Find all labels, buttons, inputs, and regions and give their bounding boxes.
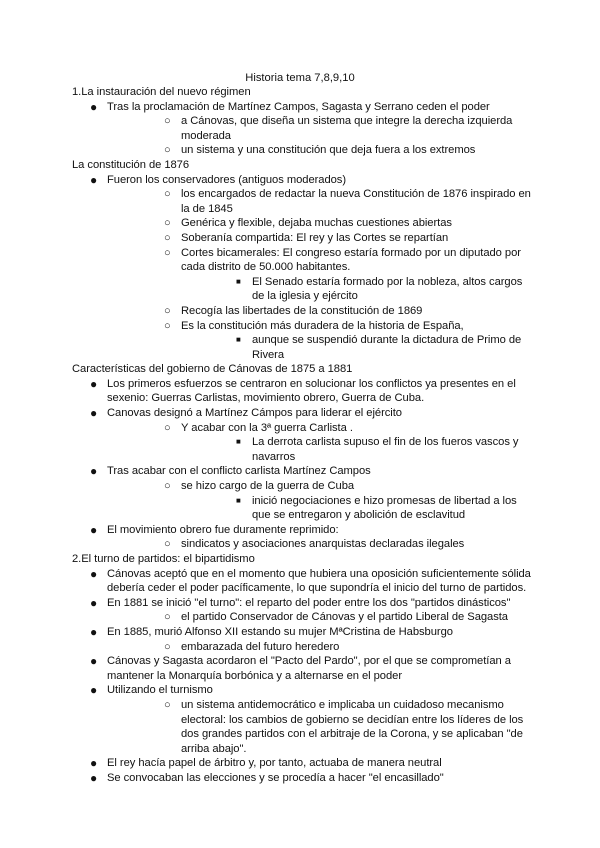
bullet-text: La derrota carlista supuso el fin de los fueros vascos y navarros (252, 436, 519, 463)
bullet-text: Recogía las libertades de la constitución de 1869 (181, 304, 423, 317)
bullet-text: a Cánovas, que diseña un sistema que integre la derecha izquierda moderada (181, 115, 513, 142)
bullet-list-level-1 (72, 173, 534, 363)
hollow-circle-bullet-icon: ○ (164, 188, 171, 201)
sub-bullet-item (143, 319, 534, 363)
sub-bullet-item (143, 421, 534, 465)
bullet-item (72, 756, 534, 771)
bullet-text: embarazada del futuro heredero (181, 640, 340, 653)
bullet-text: Tras acabar con el conflicto carlista Martínez Campos (107, 465, 371, 478)
bullet-text: sindicatos y asociaciones anarquistas declaradas ilegales (181, 538, 465, 551)
filled-circle-bullet-icon: ● (90, 99, 98, 114)
square-bullet-icon: ■ (236, 276, 241, 286)
bullet-list-level-1 (72, 377, 534, 552)
sub-bullet-item (143, 640, 534, 655)
document-title: Historia tema 7,8,9,10 (245, 72, 355, 84)
hollow-circle-bullet-icon: ○ (164, 115, 171, 128)
bullet-text: Cánovas y Sagasta acordaron el "Pacto del Pardo", por el que se comprometían a mantener la Monarquía borbónica y a alternarse en el poder (107, 655, 511, 682)
bullet-text: un sistema y una constitución que deja fuera a los extremos (181, 144, 476, 157)
hollow-circle-bullet-icon: ○ (164, 640, 171, 653)
bullet-list-level-2 (143, 421, 534, 465)
hollow-circle-bullet-icon: ○ (164, 698, 171, 711)
sub-bullet-item (143, 216, 534, 231)
bullet-text: Cánovas aceptó que en el momento que hubiera una oposición suficientemente sólida debería ceder el poder pacíficamente, lo que supondría el inicio del turno de partidos. (107, 567, 531, 595)
bullet-text: los encargados de redactar la nueva Constitución de 1876 inspirado en la de 1845 (181, 188, 531, 215)
bullet-text: En 1885, murió Alfonso XII estando su mujer MªCristina de Habsburgo (107, 625, 453, 638)
hollow-circle-bullet-icon: ○ (164, 217, 171, 230)
bullet-list-level-3 (217, 275, 534, 304)
bullet-text: El rey hacía papel de árbitro y, por tanto, actuaba de manera neutral (107, 757, 442, 770)
bullet-item (72, 100, 534, 158)
document-body (72, 85, 534, 786)
hollow-circle-bullet-icon: ○ (164, 480, 171, 493)
bullet-text: Es la constitución más duradera de la historia de España, (181, 319, 464, 332)
bullet-list-level-1 (72, 100, 534, 158)
filled-circle-bullet-icon: ● (90, 172, 98, 187)
sub-bullet-item (143, 304, 534, 319)
sub-bullet-item (143, 187, 534, 216)
sub-bullet-item (143, 114, 534, 143)
bullet-item (72, 654, 534, 683)
sub-sub-bullet-item (217, 435, 534, 464)
bullet-list-level-2 (143, 698, 534, 756)
sub-sub-bullet-item (217, 275, 534, 304)
bullet-text: Los primeros esfuerzos se centraron en solucionar los conflictos ya presentes en el sexenio: Guerras Carlistas, movimiento obrero, Guerra de Cuba. (107, 377, 516, 405)
square-bullet-icon: ■ (236, 495, 241, 505)
filled-circle-bullet-icon: ● (90, 376, 98, 391)
bullet-item (72, 377, 534, 406)
bullet-text: Soberanía compartida: El rey y las Cortes se repartían (181, 231, 449, 244)
filled-circle-bullet-icon: ● (90, 756, 98, 771)
hollow-circle-bullet-icon: ○ (164, 246, 171, 259)
bullet-list-level-2 (143, 640, 534, 655)
hollow-circle-bullet-icon: ○ (164, 304, 171, 317)
bullet-text: En 1881 se inició "el turno": el reparto del poder entre los dos "partidos dinásticos" (107, 596, 511, 609)
bullet-text: inició negociaciones e hizo promesas de libertad a los que se entregaron y abolición de esclavitud (252, 494, 517, 522)
square-bullet-icon: ■ (236, 437, 241, 447)
square-bullet-icon: ■ (236, 335, 241, 345)
bullet-item (72, 625, 534, 654)
bullet-text: el partido Conservador de Cánovas y el partido Liberal de Sagasta (181, 611, 508, 624)
filled-circle-bullet-icon: ● (90, 624, 98, 639)
bullet-list-level-2 (143, 537, 534, 552)
bullet-item (72, 464, 534, 522)
bullet-list-level-2 (143, 114, 534, 158)
bullet-item (72, 523, 534, 552)
hollow-circle-bullet-icon: ○ (164, 231, 171, 244)
bullet-text: un sistema antidemocrático e implicaba un cuidadoso mecanismo electoral: los cambios de gobierno se decidían entre los líderes de los dos grandes partidos con el arbitraje de la Corona, y se aplicaban "de arriba abajo". (181, 698, 524, 755)
bullet-list-level-2 (143, 610, 534, 625)
filled-circle-bullet-icon: ● (90, 595, 98, 610)
sub-bullet-item (143, 231, 534, 246)
bullet-list-level-2 (143, 187, 534, 362)
bullet-text: El Senado estaría formado por la nobleza, altos cargos de la iglesia y ejército (252, 275, 523, 303)
filled-circle-bullet-icon: ● (90, 522, 98, 537)
section-heading: 1.La instauración del nuevo régimen (72, 86, 251, 98)
sub-bullet-item (143, 537, 534, 552)
sub-bullet-item (143, 610, 534, 625)
bullet-item (72, 173, 534, 363)
sub-sub-bullet-item (217, 494, 534, 523)
bullet-text: El movimiento obrero fue duramente reprimido: (107, 523, 339, 536)
filled-circle-bullet-icon: ● (90, 406, 98, 421)
hollow-circle-bullet-icon: ○ (164, 611, 171, 624)
filled-circle-bullet-icon: ● (90, 654, 98, 669)
bullet-text: aunque se suspendió durante la dictadura de Primo de Rivera (252, 334, 522, 361)
bullet-text: Genérica y flexible, dejaba muchas cuestiones abiertas (181, 217, 452, 230)
bullet-list-level-2 (143, 479, 534, 523)
hollow-circle-bullet-icon: ○ (164, 421, 171, 434)
sub-bullet-item (143, 246, 534, 304)
bullet-text: Utilizando el turnismo (107, 684, 213, 697)
bullet-item (72, 596, 534, 625)
bullet-text: Fueron los conservadores (antiguos moderados) (107, 173, 347, 186)
bullet-item (72, 771, 534, 786)
filled-circle-bullet-icon: ● (90, 683, 98, 698)
bullet-item (72, 406, 534, 464)
bullet-list-level-3 (217, 494, 534, 523)
bullet-text: se hizo cargo de la guerra de Cuba (181, 480, 355, 493)
section-heading: 2.El turno de partidos: el bipartidismo (72, 553, 255, 565)
section-heading: La constitución de 1876 (72, 158, 190, 171)
bullet-list-level-3 (217, 435, 534, 464)
bullet-text: Canovas designó a Martínez Cámpos para liderar el ejército (107, 407, 402, 420)
sub-bullet-item (143, 479, 534, 523)
bullet-list-level-3 (217, 333, 534, 362)
filled-circle-bullet-icon: ● (90, 464, 98, 479)
sub-bullet-item (143, 143, 534, 158)
sub-sub-bullet-item (217, 333, 534, 362)
sub-bullet-item (143, 698, 534, 756)
bullet-item (72, 567, 534, 596)
bullet-text: Tras la proclamación de Martínez Campos, Sagasta y Serrano ceden el poder (107, 100, 490, 113)
filled-circle-bullet-icon: ● (90, 770, 98, 785)
bullet-text: Se convocaban las elecciones y se procedía a hacer "el encasillado" (107, 771, 444, 784)
filled-circle-bullet-icon: ● (90, 566, 98, 581)
section-heading: Características del gobierno de Cánovas de 1875 a 1881 (72, 363, 353, 376)
hollow-circle-bullet-icon: ○ (164, 144, 171, 157)
bullet-item (72, 683, 534, 756)
hollow-circle-bullet-icon: ○ (164, 538, 171, 551)
bullet-text: Cortes bicamerales: El congreso estaría formado por un diputado por cada distrito de 50.000 habitantes. (181, 246, 521, 274)
bullet-text: Y acabar con la 3ª guerra Carlista . (181, 421, 353, 434)
hollow-circle-bullet-icon: ○ (164, 319, 171, 332)
bullet-list-level-1 (72, 567, 534, 786)
